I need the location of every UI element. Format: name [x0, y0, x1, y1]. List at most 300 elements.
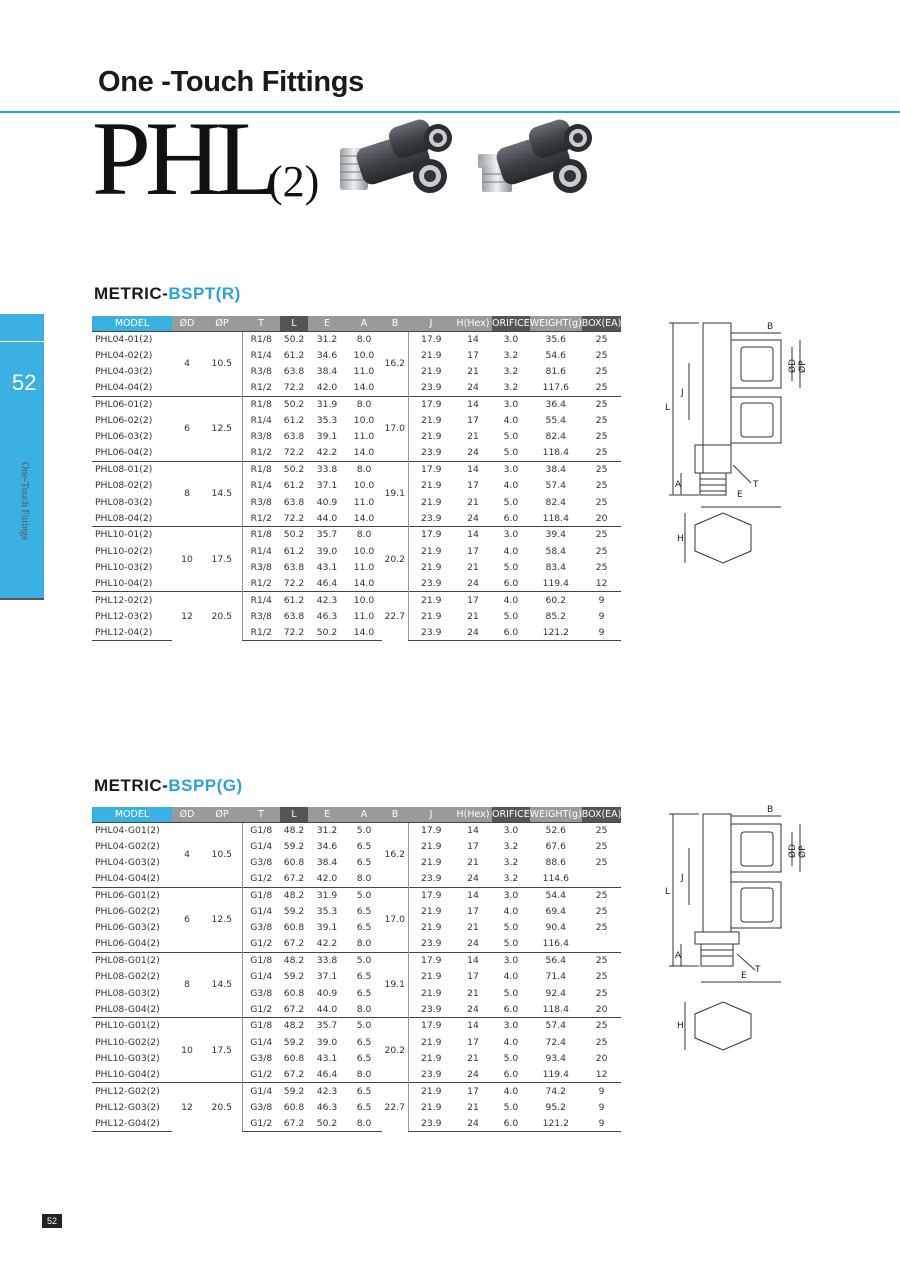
cell-l: 60.8	[283, 987, 305, 999]
table-row	[92, 543, 621, 559]
column-header: A	[346, 807, 382, 822]
cell-e: 42.3	[308, 592, 346, 608]
cell-t: G1/4	[242, 1083, 280, 1099]
cell-box: 20	[595, 1003, 608, 1015]
table-row	[92, 871, 621, 887]
cell-orifice: 6.0	[503, 577, 519, 589]
cell-model: PHL08-G01(2)	[92, 952, 172, 968]
cell-model: PHL06-G01(2)	[92, 887, 172, 903]
cell-h: 24	[454, 1115, 492, 1131]
table-row	[92, 461, 621, 477]
table-row	[92, 920, 621, 936]
section-title-type: BSPP	[168, 776, 217, 795]
cell-l: 48.2	[280, 887, 308, 903]
cell-t: R1/2	[242, 380, 280, 396]
table-header-row	[92, 807, 621, 822]
cell-a: 11.0	[353, 561, 375, 573]
column-header: J	[408, 316, 454, 331]
table-row	[92, 903, 621, 919]
cell-t: G1/4	[242, 838, 280, 854]
table-row	[92, 445, 621, 461]
cell-h: 24	[467, 938, 479, 950]
cell-h: 21	[467, 857, 479, 869]
cell-t: R1/4	[242, 478, 280, 494]
table-row	[92, 1115, 621, 1131]
cell-h: 21	[467, 496, 479, 508]
cell-t: R1/8	[242, 396, 280, 412]
drawing-label-d: ØD	[788, 358, 798, 373]
cell-e: 40.9	[316, 987, 338, 999]
cell-weight: 93.4	[545, 1052, 566, 1064]
cell-od: 12	[172, 1083, 202, 1132]
cell-model: PHL10-01(2)	[92, 527, 172, 543]
cell-orifice: 3.0	[492, 822, 530, 838]
cell-h: 21	[467, 561, 479, 573]
cell-h: 17	[467, 840, 479, 852]
cell-model: PHL08-03(2)	[95, 496, 153, 508]
column-header: ØD	[172, 316, 202, 331]
column-header: MODEL	[92, 807, 172, 822]
cell-box: 25	[582, 396, 622, 412]
cell-orifice: 6.0	[503, 1003, 519, 1015]
cell-weight: 69.4	[545, 906, 566, 918]
cell-box: 25	[595, 1036, 608, 1048]
cell-j: 21.9	[408, 855, 454, 871]
column-header: BOX(EA)	[582, 807, 622, 822]
drawing-label-a: A	[675, 480, 682, 490]
table-row	[92, 969, 621, 985]
cell-t: G1/8	[242, 887, 280, 903]
cell-e: 35.7	[308, 527, 346, 543]
cell-weight: 116.4	[542, 938, 569, 950]
cell-model: PHL04-02(2)	[95, 349, 153, 361]
cell-model: PHL04-G02(2)	[95, 840, 160, 852]
cell-h: 24	[467, 1003, 479, 1015]
cell-weight: 121.2	[530, 624, 582, 640]
cell-a: 5.0	[346, 887, 382, 903]
section-title-prefix: METRIC-	[94, 776, 169, 795]
cell-j: 23.9	[408, 871, 454, 887]
drawing-label-h: H	[677, 1021, 684, 1031]
cell-weight: 54.4	[530, 887, 582, 903]
cell-l: 59.2	[283, 906, 305, 918]
cell-t: R3/8	[242, 429, 280, 445]
cell-l: 67.2	[283, 1068, 305, 1080]
cell-j: 17.9	[408, 1018, 454, 1034]
cell-e: 35.3	[316, 415, 338, 427]
cell-l: 50.2	[280, 396, 308, 412]
cell-weight: 118.4	[542, 512, 569, 524]
cell-a: 6.5	[346, 1083, 382, 1099]
cell-a: 10.0	[353, 349, 375, 361]
cell-od: 4	[172, 822, 202, 887]
drawing-label-e: E	[737, 490, 743, 500]
cell-a: 14.0	[353, 577, 375, 589]
cell-b: 20.2	[382, 1018, 408, 1083]
cell-op: 17.5	[202, 1018, 242, 1083]
cell-l: 48.2	[280, 1018, 308, 1034]
table-row	[92, 396, 621, 412]
cell-box: 25	[595, 987, 608, 999]
cell-e: 38.4	[316, 366, 338, 378]
cell-b: 20.2	[382, 527, 408, 592]
cell-h: 24	[467, 447, 479, 459]
cell-weight: 52.6	[530, 822, 582, 838]
cell-box	[582, 936, 622, 952]
cell-weight: 83.4	[545, 561, 566, 573]
cell-a: 11.0	[353, 496, 375, 508]
cell-l: 60.8	[283, 857, 305, 869]
column-header: T	[242, 316, 280, 331]
drawing-label-j: J	[681, 388, 684, 398]
cell-orifice: 5.0	[503, 922, 519, 934]
side-tab[interactable]	[0, 314, 44, 598]
cell-box: 25	[582, 1018, 622, 1034]
cell-h: 17	[467, 480, 479, 492]
cell-weight: 57.4	[545, 480, 566, 492]
cell-l: 60.8	[283, 922, 305, 934]
cell-a: 6.5	[356, 840, 372, 852]
cell-e: 46.4	[316, 577, 338, 589]
cell-orifice: 6.0	[503, 512, 519, 524]
cell-j: 17.9	[408, 822, 454, 838]
table-row	[92, 1083, 621, 1099]
cell-t: R1/4	[242, 592, 280, 608]
cell-t: G1/4	[242, 969, 280, 985]
cell-a: 8.0	[346, 461, 382, 477]
drawing-label-t: T	[753, 480, 759, 490]
table-row	[92, 1066, 621, 1082]
cell-e: 40.9	[316, 496, 338, 508]
cell-l: 67.2	[283, 873, 305, 885]
cell-e: 42.3	[308, 1083, 346, 1099]
cell-e: 42.0	[316, 873, 338, 885]
cell-a: 8.0	[356, 938, 372, 950]
cell-a: 11.0	[353, 610, 375, 622]
cell-l: 59.2	[283, 971, 305, 983]
cell-model: PHL06-04(2)	[95, 447, 153, 459]
cell-weight: 118.4	[542, 1003, 569, 1015]
cell-box: 25	[582, 952, 622, 968]
cell-a: 5.0	[346, 952, 382, 968]
cell-l: 72.2	[283, 382, 305, 394]
cell-model: PHL10-G01(2)	[92, 1018, 172, 1034]
cell-l: 50.2	[280, 331, 308, 347]
cell-box: 12	[595, 1068, 608, 1080]
table-row	[92, 1001, 621, 1017]
table-row	[92, 429, 621, 445]
table-row	[92, 887, 621, 903]
cell-a: 6.5	[356, 987, 372, 999]
cell-j: 17.9	[408, 952, 454, 968]
cell-orifice: 4.0	[503, 971, 519, 983]
cell-od: 12	[172, 592, 202, 641]
column-header: MODEL	[92, 316, 172, 331]
cell-op: 14.5	[202, 952, 242, 1017]
cell-weight: 118.4	[542, 447, 569, 459]
cell-model: PHL10-02(2)	[95, 545, 153, 557]
cell-box: 25	[595, 431, 608, 443]
cell-e: 44.0	[316, 1003, 338, 1015]
cell-h: 17	[467, 415, 479, 427]
table-row	[92, 478, 621, 494]
cell-e: 37.1	[316, 480, 338, 492]
cell-a: 8.0	[356, 1003, 372, 1015]
cell-weight: 117.6	[542, 382, 569, 394]
table-row	[92, 838, 621, 854]
cell-a: 10.0	[353, 415, 375, 427]
cell-orifice: 4.0	[492, 592, 530, 608]
cell-l: 63.8	[283, 496, 305, 508]
drawing-label-l: L	[665, 887, 671, 897]
section-title-prefix: METRIC-	[94, 284, 169, 303]
cell-l: 61.2	[283, 480, 305, 492]
cell-orifice: 3.2	[503, 840, 519, 852]
cell-model: PHL04-03(2)	[95, 366, 153, 378]
cell-model: PHL10-04(2)	[95, 577, 153, 589]
cell-t: R1/2	[242, 445, 280, 461]
cell-weight: 114.6	[542, 873, 569, 885]
cell-box: 12	[595, 577, 608, 589]
cell-weight: 119.4	[542, 577, 569, 589]
cell-j: 21.9	[408, 1083, 454, 1099]
cell-box: 25	[582, 822, 622, 838]
cell-orifice: 3.0	[492, 887, 530, 903]
cell-model: PHL06-01(2)	[92, 396, 172, 412]
cell-box: 9	[598, 610, 605, 622]
cell-l: 72.2	[280, 624, 308, 640]
cell-h: 24	[467, 382, 479, 394]
cell-e: 35.3	[316, 906, 338, 918]
cell-box: 25	[582, 331, 622, 347]
cell-j: 23.9	[408, 575, 454, 591]
cell-a: 6.5	[356, 1101, 372, 1113]
column-header: E	[308, 807, 346, 822]
cell-j: 17.9	[408, 331, 454, 347]
column-header: L	[280, 316, 308, 331]
cell-od: 8	[172, 461, 202, 526]
cell-j: 21.9	[408, 559, 454, 575]
cell-j: 21.9	[408, 1050, 454, 1066]
cell-box: 25	[595, 906, 608, 918]
drawing-label-p: ØP	[798, 845, 808, 858]
cell-l: 50.2	[280, 527, 308, 543]
cell-j: 21.9	[408, 364, 454, 380]
cell-orifice: 4.0	[503, 545, 519, 557]
cell-l: 67.2	[280, 1115, 308, 1131]
cell-j: 21.9	[408, 608, 454, 624]
cell-a: 6.5	[356, 1052, 372, 1064]
cell-e: 39.1	[316, 922, 338, 934]
table-row	[92, 527, 621, 543]
cell-l: 63.8	[283, 610, 305, 622]
cell-orifice: 3.0	[492, 461, 530, 477]
cell-box: 25	[595, 840, 608, 852]
cell-box	[582, 871, 622, 887]
cell-model: PHL04-04(2)	[95, 382, 153, 394]
drawing-label-t: T	[755, 965, 761, 975]
table-row	[92, 347, 621, 363]
cell-j: 21.9	[408, 592, 454, 608]
cell-b: 19.1	[382, 952, 408, 1017]
cell-t: R3/8	[242, 608, 280, 624]
cell-l: 48.2	[280, 822, 308, 838]
cell-j: 17.9	[408, 527, 454, 543]
cell-box: 25	[595, 496, 608, 508]
cell-l: 67.2	[283, 1003, 305, 1015]
section-title-bspt	[94, 284, 241, 304]
cell-l: 72.2	[283, 447, 305, 459]
cell-orifice: 3.0	[492, 331, 530, 347]
cell-model: PHL04-G03(2)	[95, 857, 160, 869]
page-title: One -Touch Fittings	[98, 66, 365, 98]
side-tab-divider	[0, 341, 44, 342]
cell-weight: 95.2	[545, 1101, 566, 1113]
table-row	[92, 985, 621, 1001]
column-header: B	[382, 316, 408, 331]
cell-l: 48.2	[280, 952, 308, 968]
drawing-label-b: B	[767, 322, 774, 332]
cell-h: 24	[467, 577, 479, 589]
table-row	[92, 1099, 621, 1115]
cell-b: 17.0	[382, 396, 408, 461]
cell-e: 43.1	[316, 561, 338, 573]
cell-j: 17.9	[408, 887, 454, 903]
cell-h: 17	[467, 545, 479, 557]
cell-od: 8	[172, 952, 202, 1017]
column-header: J	[408, 807, 454, 822]
cell-l: 63.8	[283, 561, 305, 573]
column-header: H(Hex)	[454, 807, 492, 822]
cell-a: 6.5	[356, 1036, 372, 1048]
cell-j: 21.9	[408, 412, 454, 428]
drawing-label-h: H	[677, 534, 684, 544]
cell-op: 12.5	[202, 887, 242, 952]
cell-model: PHL08-04(2)	[95, 512, 153, 524]
cell-t: G3/8	[242, 1099, 280, 1115]
cell-t: G1/2	[242, 1066, 280, 1082]
cell-j: 21.9	[408, 543, 454, 559]
cell-l: 59.2	[280, 1083, 308, 1099]
cell-t: G1/8	[242, 952, 280, 968]
cell-orifice: 5.0	[503, 987, 519, 999]
cell-od: 4	[172, 331, 202, 396]
cell-box: 9	[582, 1083, 622, 1099]
cell-t: G1/2	[242, 1001, 280, 1017]
cell-weight: 38.4	[530, 461, 582, 477]
cell-orifice: 5.0	[503, 938, 519, 950]
cell-orifice: 3.2	[503, 349, 519, 361]
cell-od: 6	[172, 396, 202, 461]
cell-j: 23.9	[408, 1066, 454, 1082]
model-suffix: (2)	[268, 157, 320, 206]
spec-table-bspt	[92, 316, 621, 641]
cell-h: 17	[467, 906, 479, 918]
cell-model: PHL04-01(2)	[92, 331, 172, 347]
cell-model: PHL08-01(2)	[92, 461, 172, 477]
table-row	[92, 855, 621, 871]
cell-j: 23.9	[408, 936, 454, 952]
cell-orifice: 3.0	[492, 952, 530, 968]
cell-h: 24	[454, 624, 492, 640]
cell-t: G1/4	[242, 903, 280, 919]
cell-a: 8.0	[346, 331, 382, 347]
cell-orifice: 5.0	[503, 561, 519, 573]
cell-model: PHL12-G03(2)	[95, 1101, 160, 1113]
cell-t: G3/8	[242, 855, 280, 871]
cell-box: 9	[598, 1101, 605, 1113]
cell-l: 61.2	[283, 415, 305, 427]
cell-l: 63.8	[283, 431, 305, 443]
cell-model: PHL12-03(2)	[95, 610, 153, 622]
spec-table-bspp	[92, 807, 621, 1132]
column-header: A	[346, 316, 382, 331]
cell-t: G3/8	[242, 985, 280, 1001]
cell-e: 39.0	[316, 1036, 338, 1048]
column-header: WEIGHT(g)	[530, 316, 582, 331]
cell-l: 60.8	[283, 1052, 305, 1064]
cell-op: 20.5	[202, 592, 242, 641]
cell-a: 11.0	[353, 366, 375, 378]
table-row	[92, 592, 621, 608]
cell-j: 21.9	[408, 478, 454, 494]
cell-t: G1/8	[242, 1018, 280, 1034]
cell-weight: 71.4	[545, 971, 566, 983]
cell-j: 23.9	[408, 624, 454, 640]
column-header: ØD	[172, 807, 202, 822]
drawing-label-l: L	[665, 403, 671, 413]
side-tab-page-number: 52	[12, 370, 37, 395]
cell-j: 21.9	[408, 494, 454, 510]
cell-h: 24	[467, 512, 479, 524]
cell-a: 6.5	[356, 971, 372, 983]
cell-e: 44.0	[316, 512, 338, 524]
cell-e: 31.9	[308, 887, 346, 903]
cell-j: 21.9	[408, 920, 454, 936]
cell-box: 25	[582, 527, 622, 543]
column-header: WEIGHT(g)	[530, 807, 582, 822]
cell-orifice: 4.0	[503, 906, 519, 918]
cell-box: 25	[595, 480, 608, 492]
cell-t: G3/8	[242, 1050, 280, 1066]
cell-model: PHL08-G02(2)	[95, 971, 160, 983]
cell-t: R1/4	[242, 543, 280, 559]
table-row	[92, 1034, 621, 1050]
cell-a: 8.0	[346, 527, 382, 543]
cell-orifice: 3.2	[503, 857, 519, 869]
cell-model: PHL08-G04(2)	[95, 1003, 160, 1015]
cell-orifice: 4.0	[492, 1083, 530, 1099]
cell-orifice: 4.0	[503, 480, 519, 492]
cell-l: 60.8	[283, 1101, 305, 1113]
cell-h: 21	[467, 431, 479, 443]
cell-a: 6.5	[356, 906, 372, 918]
cell-j: 23.9	[408, 1001, 454, 1017]
cell-l: 61.2	[280, 592, 308, 608]
cell-e: 33.8	[308, 461, 346, 477]
cell-e: 46.4	[316, 1068, 338, 1080]
cell-a: 8.0	[356, 1068, 372, 1080]
cell-box: 25	[582, 461, 622, 477]
cell-l: 72.2	[283, 577, 305, 589]
cell-op: 10.5	[202, 822, 242, 887]
cell-b: 16.2	[382, 331, 408, 396]
cell-l: 59.2	[283, 840, 305, 852]
cell-h: 14	[454, 952, 492, 968]
drawing-label-e: E	[741, 971, 747, 981]
cell-weight: 58.4	[545, 545, 566, 557]
cell-weight: 119.4	[542, 1068, 569, 1080]
